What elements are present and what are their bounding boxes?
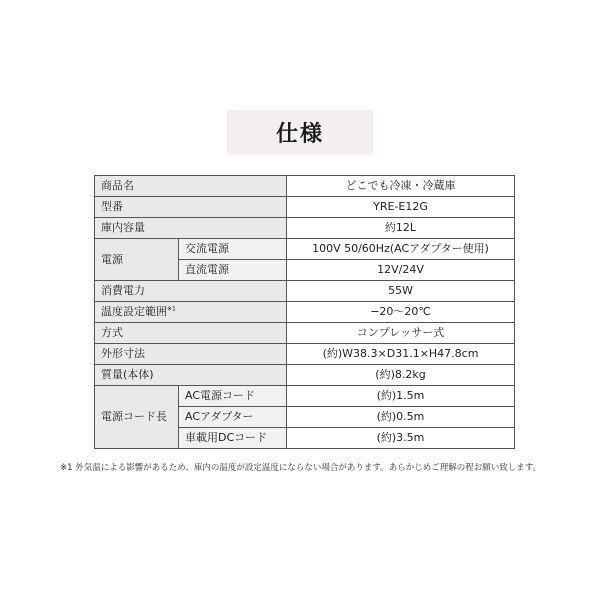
spec-table xyxy=(94,175,515,449)
footnote: ※1 外気温による影響があるため、庫内の温度が設定温度にならない場合があります。あらかじめご理解の程お願い致します。 xyxy=(60,463,542,473)
table-row xyxy=(95,386,515,407)
spec-sublabel-ac-cord: AC電源コード xyxy=(179,386,287,407)
spec-value-ac-adapter: (約)0.5m xyxy=(287,407,515,428)
table-row xyxy=(95,218,515,239)
spec-value-temperature-range: −20〜20℃ xyxy=(287,302,515,323)
spec-value-dc-power: 12V/24V xyxy=(287,260,515,281)
spec-label-temperature-range xyxy=(95,302,287,323)
spec-label-cord-length: 電源コード長 xyxy=(95,386,179,449)
spec-value-ac-power: 100V 50/60Hz(ACアダプター使用) xyxy=(287,239,515,260)
spec-value-capacity: 約12L xyxy=(287,218,515,239)
table-row xyxy=(95,281,515,302)
spec-sublabel-ac-adapter: ACアダプター xyxy=(179,407,287,428)
spec-value-power-consumption: 55W xyxy=(287,281,515,302)
spec-value-method: コンプレッサー式 xyxy=(287,323,515,344)
spec-label-capacity: 庫内容量 xyxy=(95,218,287,239)
table-row xyxy=(95,344,515,365)
spec-label-weight: 質量(本体) xyxy=(95,365,287,386)
footnote-marker: ※1 xyxy=(167,305,176,313)
table-row xyxy=(95,302,515,323)
spec-value-ac-cord: (約)1.5m xyxy=(287,386,515,407)
spec-sublabel-dc-power: 直流電源 xyxy=(179,260,287,281)
table-row xyxy=(95,323,515,344)
spec-label-model: 型番 xyxy=(95,197,287,218)
spec-sublabel-ac-power: 交流電源 xyxy=(179,239,287,260)
table-row xyxy=(95,239,515,260)
table-row xyxy=(95,197,515,218)
spec-value-dimensions: (約)W38.3×D31.1×H47.8cm xyxy=(287,344,515,365)
spec-label-method: 方式 xyxy=(95,323,287,344)
spec-value-weight: (約)8.2kg xyxy=(287,365,515,386)
table-row xyxy=(95,176,515,197)
spec-label-dimensions: 外形寸法 xyxy=(95,344,287,365)
table-row xyxy=(95,365,515,386)
spec-value-car-dc-cord: (約)3.5m xyxy=(287,428,515,449)
spec-label-product-name: 商品名 xyxy=(95,176,287,197)
spec-label-power-consumption: 消費電力 xyxy=(95,281,287,302)
spec-sublabel-car-dc-cord: 車載用DCコード xyxy=(179,428,287,449)
spec-label-power-source: 電源 xyxy=(95,239,179,281)
spec-label-temperature-range-text: 温度設定範囲 xyxy=(101,305,167,318)
spec-value-model: YRE-E12G xyxy=(287,197,515,218)
spec-value-product-name: どこでも冷凍・冷蔵庫 xyxy=(287,176,515,197)
page-title: 仕様 xyxy=(227,110,373,155)
